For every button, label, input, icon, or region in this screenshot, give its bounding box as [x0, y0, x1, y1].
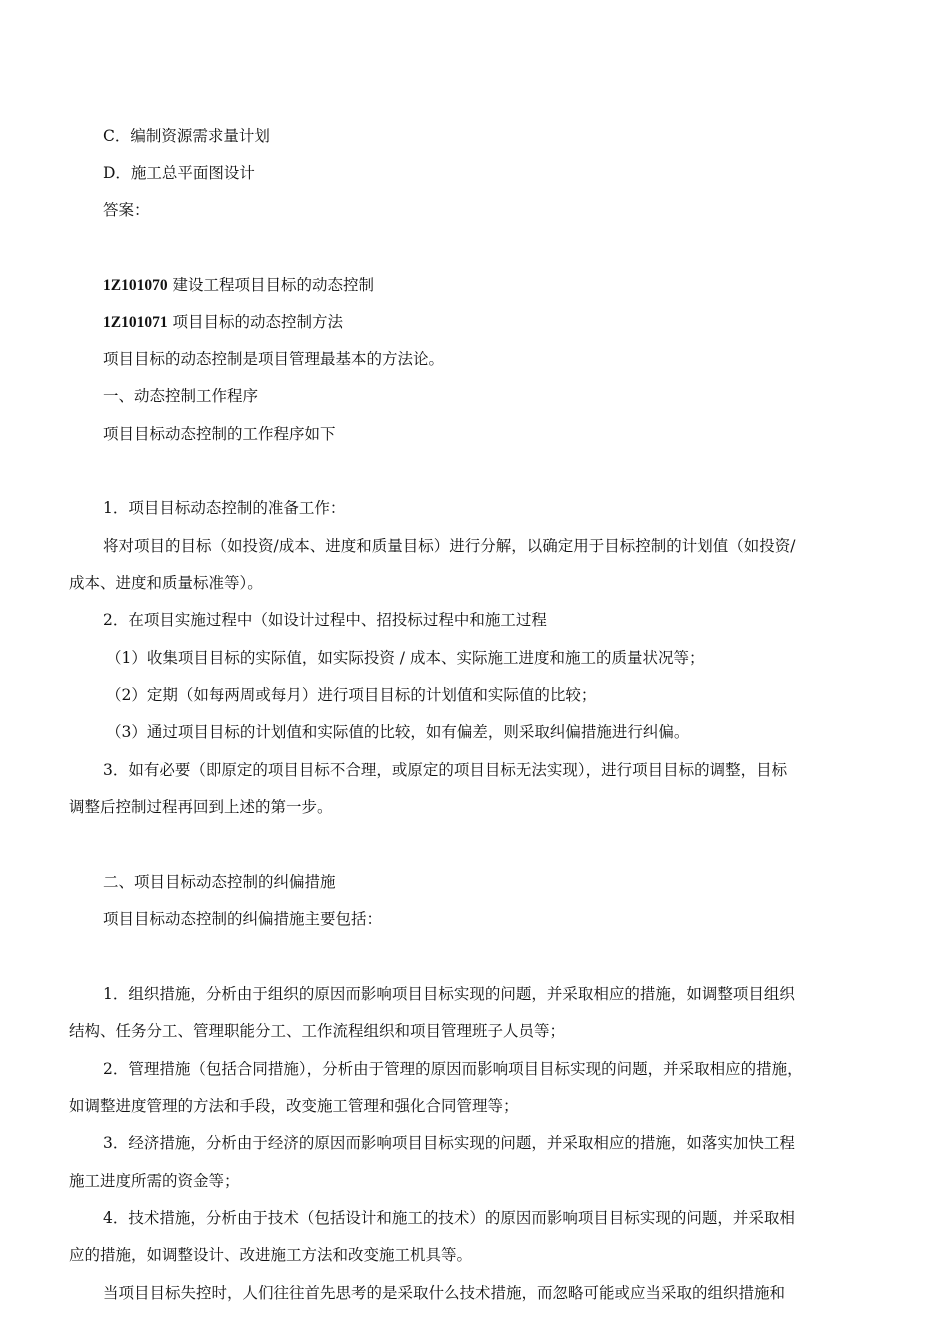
step1-body-line1: 将对项目的目标（如投资/成本、进度和质量目标）进行分解，以确定用于目标控制的计划值（如投资/ — [103, 537, 796, 555]
step2-item-3: （3）通过项目目标的计划值和实际值的比较，如有偏差，则采取纠偏措施进行纠偏。 — [106, 723, 690, 741]
measure-1-line1: 1．组织措施，分析由于组织的原因而影响项目目标实现的问题，并采取相应的措施，如调整项目组织 — [103, 985, 795, 1003]
measure-4-line2: 应的措施，如调整设计、改进施工方法和改变施工机具等。 — [69, 1246, 473, 1264]
subsection-heading — [103, 312, 343, 333]
closing-paragraph: 当项目目标失控时，人们往往首先思考的是采取什么技术措施，而忽略可能或应当采取的组织措施和 — [103, 1284, 786, 1302]
step1-title: 1．项目目标动态控制的准备工作： — [103, 499, 346, 517]
measure-3-line1: 3．经济措施，分析由于经济的原因而影响项目目标实现的问题，并采取相应的措施，如落实加快工程 — [103, 1134, 795, 1152]
answer-label: 答案： — [103, 201, 150, 219]
step3-line1: 3．如有必要（即原定的项目目标不合理，或原定的项目目标无法实现），进行项目目标的调整，目标 — [103, 761, 788, 779]
measure-2-line2: 如调整进度管理的方法和手段，改变施工管理和强化合同管理等； — [69, 1097, 519, 1115]
part2-lead: 项目目标动态控制的纠偏措施主要包括： — [103, 910, 383, 928]
part1-lead: 项目目标动态控制的工作程序如下 — [103, 425, 336, 443]
part1-heading: 一、动态控制工作程序 — [103, 387, 259, 405]
intro-paragraph: 项目目标的动态控制是项目管理最基本的方法论。 — [103, 350, 445, 368]
measure-3-line2: 施工进度所需的资金等； — [69, 1172, 240, 1190]
step2-item-2: （2）定期（如每两周或每月）进行项目目标的计划值和实际值的比较； — [106, 686, 597, 704]
section-heading — [103, 275, 374, 296]
measure-2-line1: 2．管理措施（包括合同措施），分析由于管理的原因而影响项目目标实现的问题，并采取相应的措施， — [103, 1060, 803, 1078]
option-c: C．编制资源需求量计划 — [103, 127, 270, 145]
step2-title: 2．在项目实施过程中（如设计过程中、招投标过程中和施工过程 — [103, 611, 547, 629]
subsection-code: 1Z101071 — [103, 314, 168, 331]
subsection-title: 项目目标的动态控制方法 — [167, 313, 344, 331]
option-d: D．施工总平面图设计 — [103, 164, 255, 182]
step3-line2: 调整后控制过程再回到上述的第一步。 — [69, 798, 333, 816]
step2-item-1: （1）收集项目目标的实际值，如实际投资 / 成本、实际施工进度和施工的质量状况等； — [106, 649, 705, 667]
section-title: 建设工程项目目标的动态控制 — [167, 276, 375, 294]
section-code: 1Z101070 — [103, 277, 168, 294]
step1-body-line2: 成本、进度和质量标准等）。 — [69, 574, 263, 592]
part2-heading: 二、项目目标动态控制的纠偏措施 — [103, 873, 336, 891]
measure-1-line2: 结构、任务分工、管理职能分工、工作流程组织和项目管理班子人员等； — [69, 1022, 566, 1040]
measure-4-line1: 4．技术措施，分析由于技术（包括设计和施工的技术）的原因而影响项目目标实现的问题，并采取相 — [103, 1209, 795, 1227]
